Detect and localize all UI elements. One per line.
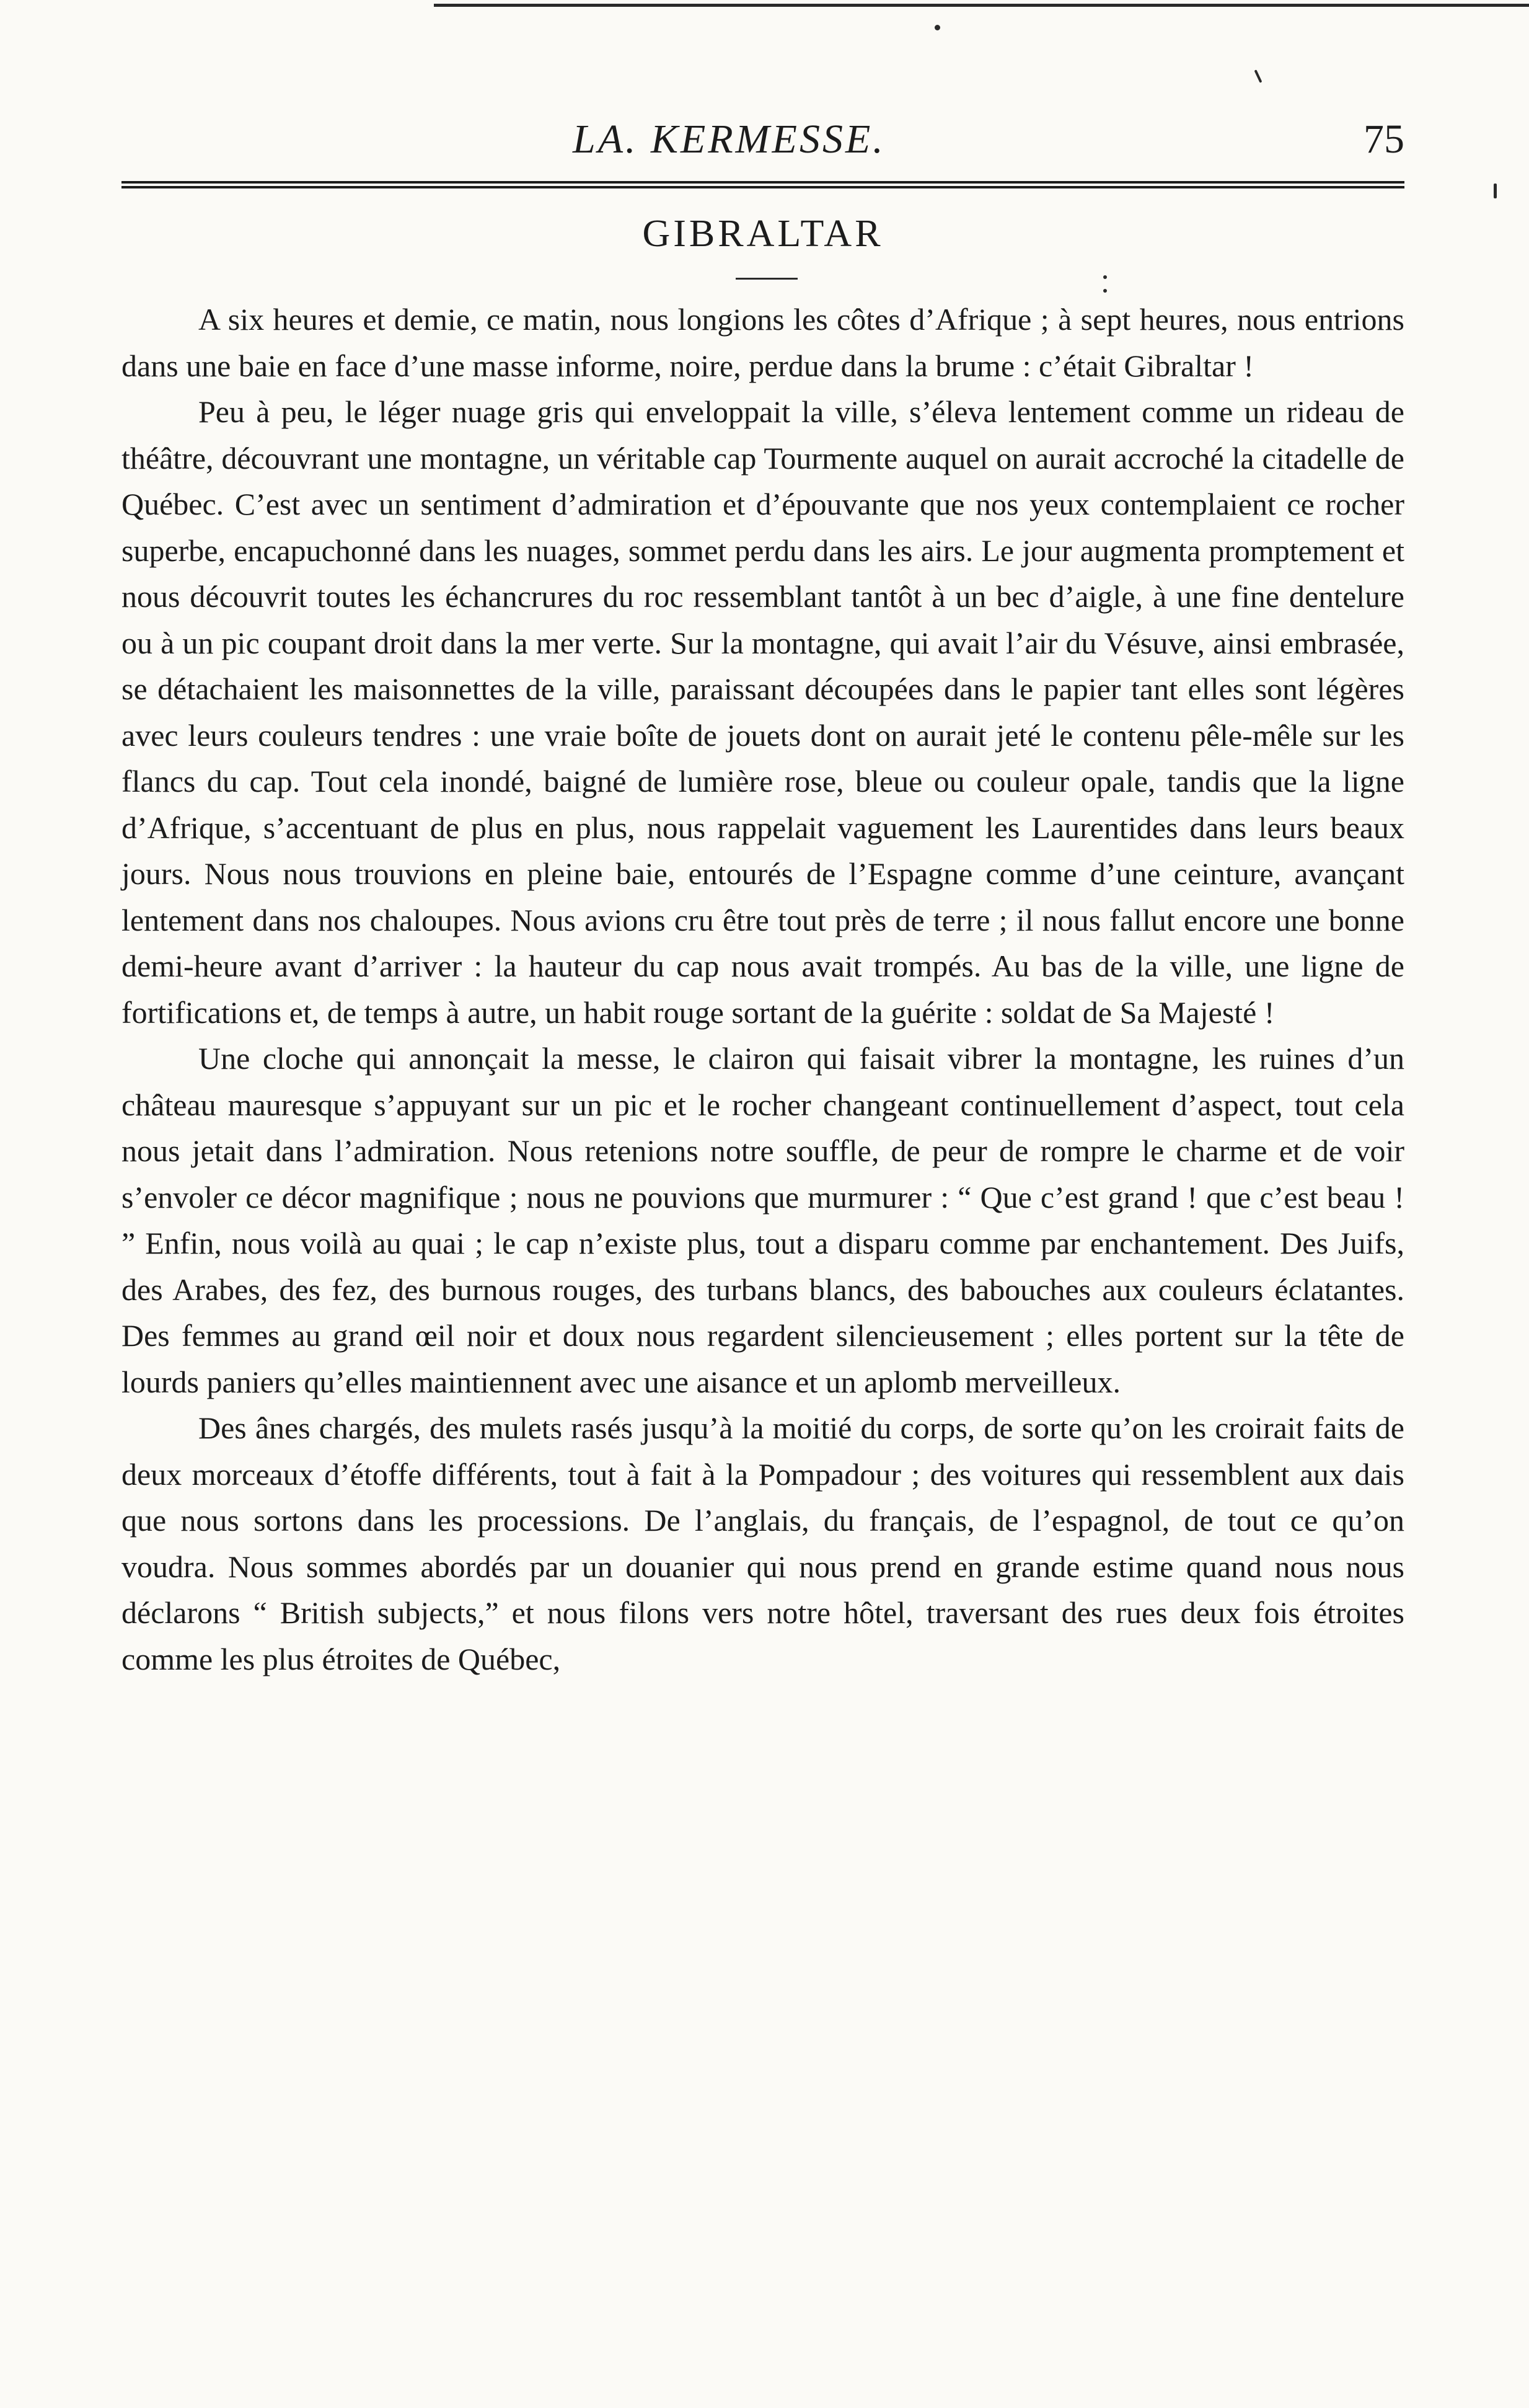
header-double-rule bbox=[121, 181, 1404, 188]
ink-speck bbox=[1103, 275, 1107, 279]
paragraph: Une cloche qui annonçait la messe, le clairon qui faisait vibrer la montagne, les ruines d’un château mauresque s’appuyant sur un pic et le rocher changeant continuellement d’aspect, tout cela nous jetait dans l’admiration. Nous retenions notre souffle, de peur de rompre le charme et de voir s’envoler ce décor magnifique ; nous ne pouvions que murmurer : “ Que c’est grand ! que c’est beau ! ” Enfin, nous voilà au quai ; le cap n’existe plus, tout a disparu comme par enchantement. Des Juifs, des Arabes, des fez, des burnous rouges, des turbans blancs, des babouches aux couleurs éclatantes. Des femmes au grand œil noir et doux nous regardent silencieusement ; elles portent sur la tête de lourds paniers qu’elles maintiennent avec une aisance et un aplomb merveilleux. bbox=[121, 1041, 1404, 1399]
running-title: LA. KERMESSE. bbox=[573, 117, 886, 162]
title-rule bbox=[736, 278, 798, 280]
top-edge-rule bbox=[434, 4, 1529, 7]
paragraph: Des ânes chargés, des mulets rasés jusqu’à la moitié du corps, de sorte qu’on les croirait faits de deux morceaux d’étoffe différents, tout à fait à la Pompadour ; des voitures qui ressemblent aux dais que nous sortons dans les processions. De l’anglais, du français, de l’espagnol, de tout ce qu’on voudra. Nous sommes abordés par un douanier qui nous prend en grande estime quand nous nous déclarons “ British subjects,” et nous filons vers notre hôtel, traversant des rues deux fois étroites comme les plus étroites de Québec, bbox=[121, 1410, 1404, 1676]
ink-speck bbox=[1254, 69, 1262, 83]
page-number: 75 bbox=[1364, 117, 1404, 162]
page-header bbox=[121, 112, 1404, 167]
ink-speck bbox=[1103, 289, 1107, 293]
paragraph: A six heures et demie, ce matin, nous longions les côtes d’Afrique ; à sept heures, nous entrions dans une baie en face d’une masse informe, noire, perdue dans la brume : c’était Gibraltar ! bbox=[121, 302, 1404, 383]
article-title: GIBRALTAR bbox=[642, 213, 884, 255]
article-body bbox=[121, 296, 1404, 1682]
paragraph: Peu à peu, le léger nuage gris qui enveloppait la ville, s’éleva lentement comme un rideau de théâtre, découvrant une montagne, un véritable cap Tourmente auquel on aurait accroché la citadelle de Québec. C’est avec un sentiment d’admiration et d’épouvante que nos yeux contemplaient ce rocher superbe, encapuchonné dans les nuages, sommet perdu dans les airs. Le jour augmenta promptement et nous découvrit toutes les échancrures du roc ressemblant tantôt à un bec d’aigle, à une fine dentelure ou à un pic coupant droit dans la mer verte. Sur la montagne, qui avait l’air du Vésuve, ainsi embrasée, se détachaient les maisonnettes de la ville, paraissant découpées dans le papier tant elles sont légères avec leurs couleurs tendres : une vraie boîte de jouets dont on aurait jeté le contenu pêle-mêle sur les flancs du cap. Tout cela inondé, baigné de lumière rose, bleue ou couleur opale, tandis que la ligne d’Afrique, s’accentuant de plus en plus, nous rappelait vaguement les Laurentides dans leurs beaux jours. Nous nous trouvions en pleine baie, entourés de l’Espagne comme d’une ceinture, avançant lentement dans nos chaloupes. Nous avions cru être tout près de terre ; il nous fallut encore une bonne demi-heure avant d’arriver : la hauteur du cap nous avait trompés. Au bas de la ville, une ligne de fortifications et, de temps à autre, un habit rouge sortant de la guérite : soldat de Sa Majesté ! bbox=[121, 394, 1404, 1030]
ink-speck bbox=[935, 25, 940, 30]
ink-speck bbox=[1494, 184, 1497, 198]
